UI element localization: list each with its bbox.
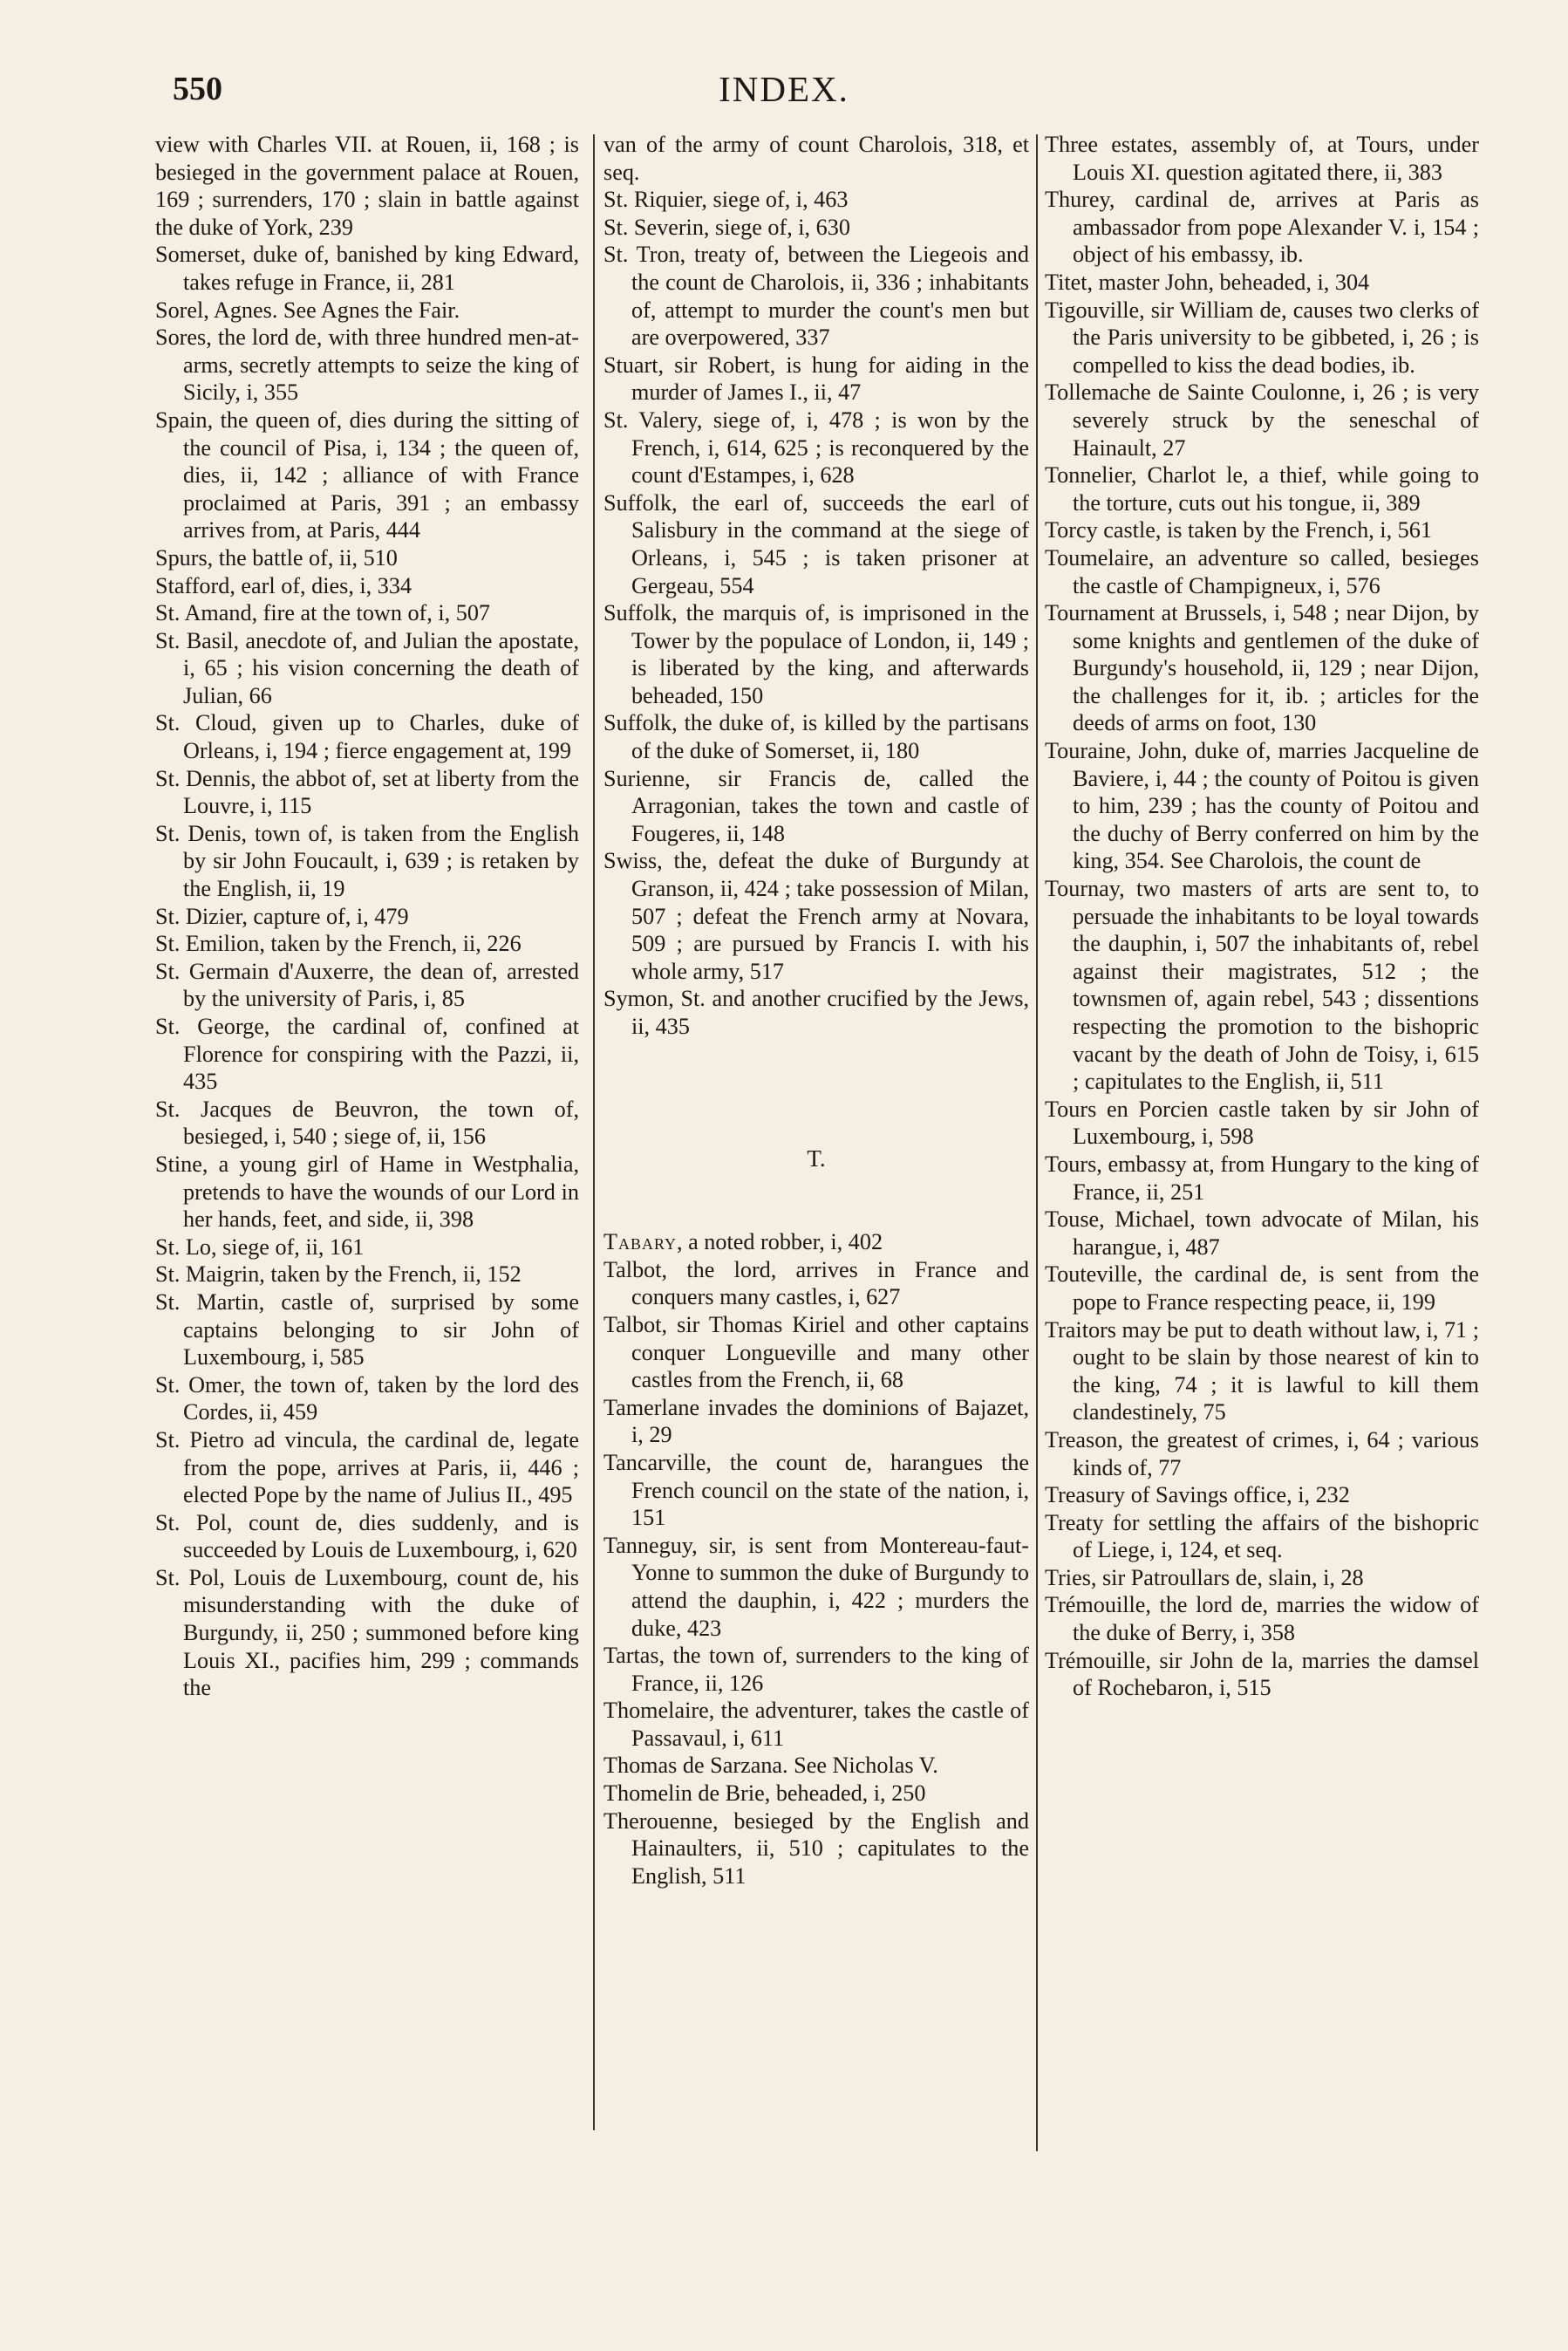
entry-text: Tamerlane invades the dominions of Bajazet, i, 29 (603, 1394, 1029, 1448)
index-entry: Torcy castle, is taken by the French, i, 561 (1045, 517, 1432, 543)
entry-text: Tanneguy, sir, is sent from Montereau-faut-Yonne to summon the duke of Burgundy to attend the dauphin, i, 422 ; murders the duke, 423 (603, 1532, 1029, 1641)
index-column-3 (1045, 131, 1479, 1702)
index-entry: Trémouille, the lord de, marries the widow of the duke of Berry, i, 358 (1045, 1592, 1479, 1646)
index-entry: Three estates, assembly of, at Tours, under Louis XI. question agitated there, ii, 383 (1045, 132, 1479, 185)
index-entry: St. Maigrin, taken by the French, ii, 152 (155, 1261, 522, 1288)
running-head: INDEX. (719, 69, 849, 109)
index-entry (603, 1780, 1029, 1808)
index-entry: Suffolk, the earl of, succeeds the earl of Salisbury in the command at the siege of Orleans, i, 545 ; is taken prisoner at Gergeau, 554 (603, 489, 1029, 598)
index-column-2 (603, 131, 1029, 1890)
entry-text: Tartas, the town of, surrenders to the king of France, ii, 126 (603, 1643, 1029, 1696)
index-entry: Tours en Porcien castle taken by sir John of Luxembourg, i, 598 (1045, 1096, 1479, 1150)
index-entry: St. Pol, Louis de Luxembourg, count de, his misunderstanding with the duke of Burgundy, ii, 250 ; summoned before king Louis XI., pacifies him, 299 ; commands the (155, 1564, 579, 1701)
index-entry: Tournay, two masters of arts are sent to, to persuade the inhabitants to be loyal towards the dauphin, i, 507 the inhabitants of, rebel against their magistrates, 512 ; the townsmen of, again rebel, 543 ; dissentions respecting the promotion to the bishopric vacant by the death of John de Toisy, i, 615 ; capitulates to the English, ii, 511 (1045, 876, 1479, 1095)
page-number: 550 (173, 71, 222, 107)
index-entry (603, 1532, 1029, 1642)
index-entry: Surienne, sir Francis de, called the Arragonian, takes the town and castle of Fougeres, ii, 148 (603, 765, 1029, 846)
index-entry (603, 1808, 1029, 1890)
index-column-1 (155, 131, 579, 1702)
index-entry: St. Denis, town of, is taken from the English by sir John Foucault, i, 639 ; is retaken by the English, ii, 19 (155, 820, 579, 902)
index-entry: St. Emilion, taken by the French, ii, 226 (155, 931, 522, 957)
index-entry: St. Lo, siege of, ii, 161 (155, 1234, 365, 1260)
index-entry: view with Charles VII. at Rouen, ii, 168 ; is besieged in the government palace at Rouen, 169 ; surrenders, 170 ; slain in battle against the duke of York, 239 (155, 132, 579, 240)
entry-text: , a noted robber, i, 402 (677, 1229, 883, 1255)
entry-text: Thomelaire, the adventurer, takes the castle of Passavaul, i, 611 (603, 1698, 1029, 1751)
index-entry: St. Jacques de Beuvron, the town of, besieged, i, 540 ; siege of, ii, 156 (155, 1096, 579, 1150)
index-entry (603, 1311, 1029, 1394)
index-entry: Spurs, the battle of, ii, 510 (155, 544, 398, 571)
index-entry: Tonnelier, Charlot le, a thief, while going to the torture, cuts out his tongue, ii, 389 (1045, 462, 1479, 516)
index-entry: St. Severin, siege of, i, 630 (603, 214, 850, 240)
index-entry: St. Germain d'Auxerre, the dean of, arrested by the university of Paris, i, 85 (155, 958, 579, 1012)
index-entry: St. Riquier, siege of, i, 463 (603, 187, 849, 213)
index-entry: Stafford, earl of, dies, i, 334 (155, 572, 412, 598)
index-entry: St. Basil, anecdote of, and Julian the apostate, i, 65 ; his vision concerning the death of Julian, 66 (155, 627, 579, 708)
index-entry: St. Pol, count de, dies suddenly, and is succeeded by Louis de Luxembourg, i, 620 (155, 1509, 579, 1563)
index-entry: St. Tron, treaty of, between the Liegeois and the count de Charolois, ii, 336 ; inhabitants of, attempt to murder the count's men but are overpowered, 337 (603, 242, 1029, 351)
index-entry: St. Cloud, given up to Charles, duke of Orleans, i, 194 ; fierce engagement at, 199 (155, 710, 579, 764)
index-entry: Tours, embassy at, from Hungary to the king of France, ii, 251 (1045, 1151, 1479, 1205)
index-column-2-top (603, 131, 1029, 1041)
index-entry (603, 1394, 1029, 1449)
index-entry: Sorel, Agnes. See Agnes the Fair. (155, 297, 460, 323)
index-entry: van of the army of count Charolois, 318, et seq. (603, 132, 1029, 185)
index-entry (603, 1256, 1029, 1311)
index-entry: Sores, the lord de, with three hundred men-at-arms, secretly attempts to seize the king of Sicily, i, 355 (155, 325, 579, 406)
column-rule-right (1036, 134, 1038, 2151)
index-entry: Somerset, duke of, banished by king Edward, takes refuge in France, ii, 281 (155, 242, 579, 295)
index-entry: St. Valery, siege of, i, 478 ; is won by the French, i, 614, 625 ; is reconquered by the count d'Estampes, i, 628 (603, 407, 1029, 489)
index-entry: Tournament at Brussels, i, 548 ; near Dijon, by some knights and gentlemen of the duke of Burgundy's household, ii, 129 ; near Dijon, the challenges for it, ib. ; articles for the deeds of arms on foot, 130 (1045, 600, 1479, 736)
index-entry: Spain, the queen of, dies during the sitting of the council of Pisa, i, 134 ; the queen of, dies, ii, 142 ; alliance of with France proclaimed at Paris, 391 ; an embassy arrives from, at Paris, 444 (155, 407, 579, 543)
index-entry: Tollemache de Sainte Coulonne, i, 26 ; is very severely struck by the seneschal of Hainault, 27 (1045, 379, 1479, 461)
index-entry: St. George, the cardinal of, confined at Florence for conspiring with the Pazzi, ii, 435 (155, 1014, 579, 1095)
index-column-2-bottom (603, 1228, 1029, 1890)
index-entry: Trémouille, sir John de la, marries the damsel of Rochebaron, i, 515 (1045, 1647, 1479, 1701)
index-entry: St. Pietro ad vincula, the cardinal de, legate from the pope, arrives at Paris, ii, 446 ; elected Pope by the name of Julius II., 495 (155, 1426, 579, 1508)
entry-text: Thomelin de Brie, beheaded, i, 250 (603, 1780, 926, 1807)
index-entry: Swiss, the, defeat the duke of Burgundy at Granson, ii, 424 ; take possession of Milan, 507 ; defeat the French army at Novara, 509 ; are pursued by Francis I. with his whole army, 517 (603, 848, 1029, 984)
index-entry: Symon, St. and another crucified by the Jews, ii, 435 (603, 986, 1029, 1039)
index-entry (603, 1449, 1029, 1532)
index-entry (603, 1697, 1029, 1752)
column-rule-left (593, 134, 595, 2130)
index-entry: St. Dennis, the abbot of, set at liberty from the Louvre, i, 115 (155, 765, 579, 819)
index-entry: Traitors may be put to death without law, i, 71 ; ought to be slain by those nearest of kin to the king, 74 ; it is lawful to kill them clandestinely, 75 (1045, 1316, 1479, 1425)
index-entry: St. Dizier, capture of, i, 479 (155, 903, 409, 929)
index-entry: St. Martin, castle of, surprised by some captains belonging to sir John of Luxembourg, i, 585 (155, 1288, 579, 1370)
entry-text: Thomas de Sarzana. See Nicholas V. (603, 1753, 938, 1779)
index-entry (603, 1642, 1029, 1697)
entry-text: Tancarville, the count de, harangues the French council on the state of the nation, i, 151 (603, 1449, 1029, 1531)
entry-text: Talbot, sir Thomas Kiriel and other captains conquer Longueville and many other castles from the French, ii, 68 (603, 1311, 1029, 1393)
index-entry (603, 1752, 1029, 1780)
index-entry: Touraine, John, duke of, marries Jacqueline de Baviere, i, 44 ; the county of Poitou is given to him, 239 ; has the county of Poitou and the duchy of Berry conferred on him by the king, 354. See Charolois, the count de (1045, 738, 1479, 874)
index-entry: Treaty for settling the affairs of the bishopric of Liege, i, 124, et seq. (1045, 1509, 1479, 1563)
index-entry: Stuart, sir Robert, is hung for aiding in the murder of James I., ii, 47 (603, 352, 1029, 406)
index-entry: St. Omer, the town of, taken by the lord des Cordes, ii, 459 (155, 1371, 579, 1425)
index-entry (603, 1228, 1029, 1256)
index-entry: St. Amand, fire at the town of, i, 507 (155, 600, 491, 626)
entry-text: Talbot, the lord, arrives in France and conquers many castles, i, 627 (603, 1256, 1029, 1310)
section-letter-t: T. (807, 1145, 826, 1172)
index-entry: Suffolk, the duke of, is killed by the partisans of the duke of Somerset, ii, 180 (603, 710, 1029, 764)
index-entry: Thurey, cardinal de, arrives at Paris as ambassador from pope Alexander V. i, 154 ; object of his embassy, ib. (1045, 187, 1479, 268)
index-entry: Treason, the greatest of crimes, i, 64 ; various kinds of, 77 (1045, 1426, 1479, 1480)
entry-text: Therouenne, besieged by the English and Hainaulters, ii, 510 ; capitulates to the English, 511 (603, 1808, 1029, 1889)
index-entry: Treasury of Savings office, i, 232 (1045, 1482, 1350, 1508)
entry-lead-word: Tabary (603, 1229, 678, 1255)
index-entry: Touteville, the cardinal de, is sent from the pope to France respecting peace, ii, 199 (1045, 1261, 1479, 1315)
index-entry: Touse, Michael, town advocate of Milan, his harangue, i, 487 (1045, 1206, 1479, 1260)
index-entry: Tigouville, sir William de, causes two clerks of the Paris university to be gibbeted, i, 26 ; is compelled to kiss the dead bodies, ib. (1045, 297, 1479, 378)
index-entry: Suffolk, the marquis of, is imprisoned in the Tower by the populace of London, ii, 149 ; is liberated by the king, and afterwards beheaded, 150 (603, 600, 1029, 708)
index-entry: Stine, a young girl of Hame in Westphalia, pretends to have the wounds of our Lord in her hands, feet, and side, ii, 398 (155, 1151, 579, 1233)
index-entry: Titet, master John, beheaded, i, 304 (1045, 269, 1370, 295)
index-entry: Toumelaire, an adventure so called, besieges the castle of Champigneux, i, 576 (1045, 544, 1479, 598)
index-entry: Tries, sir Patroullars de, slain, i, 28 (1045, 1564, 1364, 1590)
